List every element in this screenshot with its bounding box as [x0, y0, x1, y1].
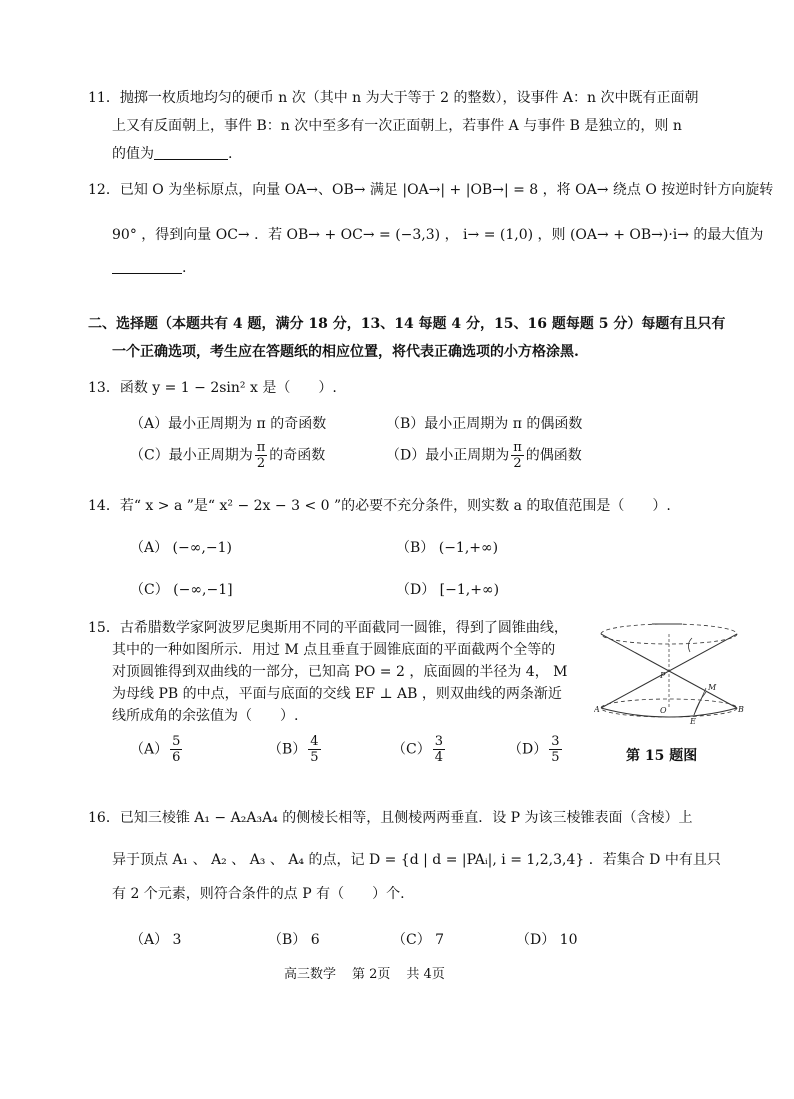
q13-option-c[interactable]: [130, 440, 325, 471]
q15-option-d-label: （D）: [508, 741, 548, 758]
q15-option-c[interactable]: [392, 734, 447, 765]
q12-line2: 90° ，得到向量 OC→ ．若 OB→ + OC→ = (−3,3) ， i→ = (1,0) ，则 (OA→ + OB→)·i→ 的最大值为: [112, 227, 764, 243]
q13-option-d[interactable]: [386, 440, 582, 471]
q13-option-c-post: 的奇函数: [269, 447, 326, 464]
section2-heading-line2: 一个正确选项，考生应在答题纸的相应位置，将代表正确选项的小方格涂黑.: [112, 344, 579, 360]
label-p: P: [660, 671, 666, 680]
fraction-denominator: 2: [513, 456, 522, 471]
q13-option-c-fraction: [255, 440, 268, 471]
q13-option-d-post: 的偶函数: [525, 447, 582, 464]
q11-line3-end: .: [228, 146, 233, 162]
q13-option-d-fraction: [511, 440, 524, 471]
fraction-numerator: π: [513, 440, 522, 455]
footer-subject: 高三数学: [284, 967, 337, 982]
q16-line1: 16．已知三棱锥 A₁ − A₂A₃A₄ 的侧棱长相等，且侧棱两两垂直．设 P 为该三棱锥表面（含棱）上: [88, 810, 693, 826]
fraction-denominator: 2: [256, 456, 266, 471]
bottom-ellipse-front: [601, 708, 737, 717]
fraction-denominator: 5: [551, 750, 560, 765]
q15-option-b-fraction: [308, 734, 320, 765]
q12-line3-end: .: [182, 260, 187, 276]
section2-heading-line1: 二、选择题（本题共有 4 题，满分 18 分，13、14 每题 4 分，15、16 题每题 5 分）每题有且只有: [88, 316, 726, 332]
q15-line5: 线所成角的余弦值为（ ）.: [112, 708, 299, 724]
q11-line2: 上又有反面朝上，事件 B：n 次中至多有一次正面朝上，若事件 A 与事件 B 是独立的，则 n: [112, 118, 682, 134]
q15-option-a[interactable]: [130, 734, 184, 765]
q15-line2: 其中的一种如图所示．用过 M 点且垂直于圆锥底面的平面截两个全等的: [112, 642, 556, 658]
q11-line1: 11．抛掷一枚质地均匀的硬币 n 次（其中 n 为大于等于 2 的整数），设事件 A：n 次中既有正面朝: [88, 90, 699, 106]
q13-stem: 13．函数 y = 1 − 2sin² x 是（ ）.: [88, 380, 337, 396]
fraction-denominator: 4: [434, 750, 443, 765]
q14-option-d[interactable]: （D） [−1,+∞): [396, 582, 500, 598]
q15-line4: 为母线 PB 的中点，平面与底面的交线 EF ⊥ AB ，则双曲线的两条渐近: [112, 686, 562, 702]
section-line: [694, 688, 706, 715]
q15-option-c-label: （C）: [392, 741, 431, 758]
label-b: B: [738, 705, 744, 714]
q11-line3-text: 的值为: [112, 146, 154, 162]
q15-option-a-label: （A）: [130, 741, 169, 758]
fraction-numerator: π: [256, 440, 266, 455]
q12-answer-blank[interactable]: [112, 259, 182, 274]
fraction-numerator: 4: [310, 734, 319, 749]
fraction-denominator: 6: [172, 750, 181, 765]
q15-option-d[interactable]: [508, 734, 564, 765]
q15-option-b[interactable]: [268, 734, 323, 765]
fraction-denominator: 5: [310, 750, 319, 765]
q14-option-c[interactable]: （C） (−∞,−1]: [130, 582, 233, 598]
q15-option-d-fraction: [549, 734, 561, 765]
footer-total-pages: 共 4页: [406, 967, 445, 982]
q16-line3: 有 2 个元素，则符合条件的点 P 有（ ）个.: [112, 886, 405, 902]
q11-answer-blank[interactable]: [154, 145, 228, 160]
q15-line1: 15．古希腊数学家阿波罗尼奥斯用不同的平面截同一圆锥，得到了圆锥曲线，: [88, 620, 568, 636]
q16-option-a[interactable]: （A） 3: [130, 932, 182, 948]
q14-stem: 14．若“ x > a ”是“ x² − 2x − 3 < 0 ”的必要不充分条件，则实数 a 的取值范围是（ ）.: [88, 498, 671, 514]
page-footer: [284, 963, 461, 982]
q16-option-d[interactable]: （D） 10: [516, 932, 578, 948]
q13-option-c-pre: （C）最小正周期为: [130, 447, 253, 464]
footer-page-number: 第 2页: [352, 967, 391, 982]
q15-option-b-label: （B）: [268, 741, 307, 758]
q15-option-c-fraction: [433, 734, 445, 765]
hyperbola-upper: [688, 638, 692, 652]
label-e: E: [690, 717, 696, 726]
q12-line3: [112, 258, 186, 278]
q15-option-a-fraction: [170, 734, 182, 765]
q14-option-b[interactable]: （B） (−1,+∞): [396, 540, 499, 556]
q14-option-a[interactable]: （A） (−∞,−1): [130, 540, 232, 556]
q16-option-b[interactable]: （B） 6: [268, 932, 320, 948]
fraction-numerator: 5: [172, 734, 181, 749]
q13-option-b[interactable]: （B）最小正周期为 π 的偶函数: [386, 416, 583, 432]
label-m: M: [708, 683, 717, 692]
q16-option-c[interactable]: （C） 7: [392, 932, 445, 948]
double-cone-figure: [594, 620, 744, 730]
label-o: O: [660, 706, 667, 715]
q13-option-a[interactable]: （A）最小正周期为 π 的奇函数: [130, 416, 327, 432]
q13-option-d-pre: （D）最小正周期为: [386, 447, 510, 464]
fraction-numerator: 3: [434, 734, 443, 749]
q12-line1: 12．已知 O 为坐标原点，向量 OA→、OB→ 满足 |OA→| + |OB→| = 8 ，将 OA→ 绕点 O 按逆时针方向旋转: [88, 182, 774, 198]
q16-line2: 异于顶点 A₁ 、 A₂ 、 A₃ 、 A₄ 的点，记 D = {d | d = |PAᵢ|, i = 1,2,3,4} ．若集合 D 中有且只: [112, 852, 721, 868]
q15-line3: 对顶圆锥得到双曲线的一部分，已知高 PO = 2 ，底面圆的半径为 4， M: [112, 664, 568, 680]
fraction-numerator: 3: [551, 734, 560, 749]
figure-caption: 第 15 题图: [626, 748, 698, 764]
q11-line3: [112, 144, 232, 164]
label-a: A: [594, 705, 600, 714]
